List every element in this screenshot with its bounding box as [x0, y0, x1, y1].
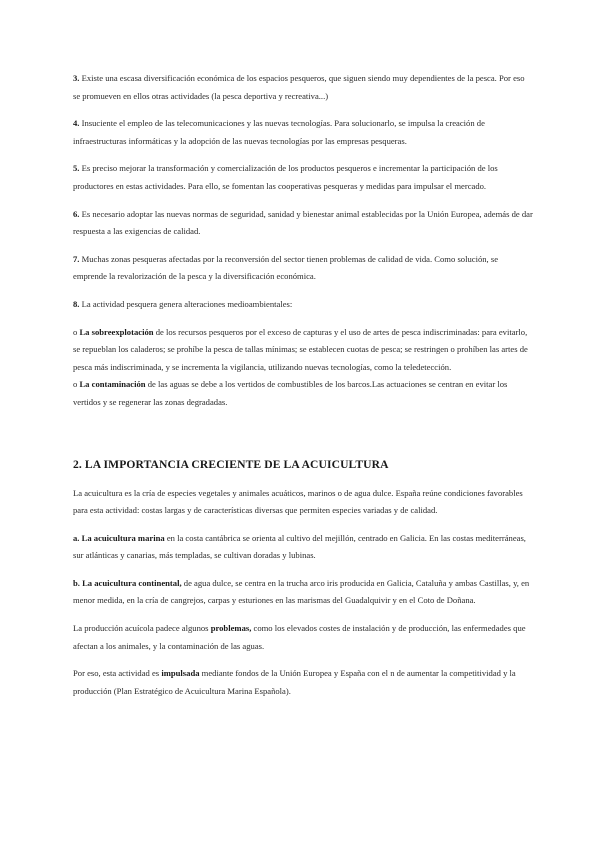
paragraph-text: Por eso, esta actividad es	[73, 668, 162, 679]
paragraph-acuicultura-continental	[73, 575, 533, 610]
paragraph-text: en la costa cantábrica se orienta al cultivo del mejillón, centrado en Galicia. En las costas mediterráneas, sur atlánticas y canarias, más templadas, se cultivan doradas y lubinas.	[73, 532, 526, 561]
item-7	[73, 251, 533, 286]
item-5	[73, 160, 533, 195]
paragraph-text: La producción acuícola padece algunos	[73, 623, 211, 634]
paragraph-problemas	[73, 620, 533, 655]
paragraph-impulsada	[73, 665, 533, 700]
sub-item-sobreexplotacion	[73, 324, 533, 377]
item-3	[73, 70, 533, 105]
item-text: Existe una escasa diversificación económica de los espacios pesqueros, que siguen siendo muy dependientes de la pesca. Por eso se promueven en ellos otras actividades (la pesca deportiva y recreativa...)	[73, 73, 525, 101]
paragraph-text: de agua dulce, se centra en la trucha arco iris producida en Galicia, Cataluña y ambas Castillas, y, en menor medida, en la cría de cangrejos, carpas y esturiones en las marismas del Guadalquivir y en el Coto de Doñana.	[73, 577, 530, 606]
sub-item-contaminacion	[73, 376, 533, 411]
paragraph-emphasis: impulsada	[161, 668, 200, 679]
sub-bullet: o	[73, 326, 80, 337]
section-intro: La acuicultura es la cría de especies vegetales y animales acuáticos, marinos o de agua dulce. España reúne condiciones favorables para esta actividad: costas largas y de características diversas que permiten especies variadas y de calidad.	[73, 487, 523, 516]
item-6	[73, 206, 533, 241]
item-number: 7.	[73, 253, 80, 264]
item-text: Es necesario adoptar las nuevas normas de seguridad, sanidad y bienestar animal establecidas por la Unión Europea, además de dar respuesta a las exigencias de calidad.	[73, 208, 533, 237]
paragraph-text: como los elevados costes de instalación y de producción, las enfermedades que afectan a los animales, y la contaminación de las aguas.	[73, 623, 526, 651]
sub-item-text: de los recursos pesqueros por el exceso de capturas y el uso de artes de pesca indiscriminadas: para evitarlo, se repueblan los caladeros; se prohíbe la pesca de tallas mínimas; se establecen cuotas de pesca; se restringen o prohíben las artes de pesca más indiscriminada, y se incrementa la vigilancia, utilizando nuevas tecnologías, como la teledetección.	[73, 326, 528, 372]
item-number: 5.	[73, 163, 80, 174]
paragraph-heading: a. La acuicultura marina	[73, 532, 165, 543]
item-8	[73, 296, 533, 314]
paragraph-emphasis: problemas,	[210, 623, 252, 634]
sub-bullet: o	[73, 379, 80, 390]
document-page	[73, 70, 533, 700]
sub-item-heading: La contaminación	[79, 379, 146, 390]
item-text: Insuciente el empleo de las telecomunicaciones y las nuevas tecnologías. Para solucionarlo, se impulsa la creación de infraestructuras informáticas y la adopción de las nuevas tecnologías por las empresas pesqueras.	[73, 118, 485, 146]
item-number: 6.	[73, 208, 80, 219]
item-number: 8.	[73, 298, 80, 309]
sub-item-heading: La sobreexplotación	[79, 326, 154, 337]
item-4	[73, 115, 533, 150]
sub-item-text: de las aguas se debe a los vertidos de combustibles de los barcos.Las actuaciones se centran en evitar los vertidos y se regenerar las zonas degradadas.	[73, 379, 508, 407]
section-title: 2. LA IMPORTANCIA CRECIENTE DE LA ACUICULTURA	[73, 457, 389, 471]
item-number: 3.	[73, 73, 80, 83]
item-text: Es preciso mejorar la transformación y comercialización de los productos pesqueros e incrementar la participación de los productores en estas actividades. Para ello, se fomentan las cooperativas pesqueras y medidas para impulsar el mercado.	[73, 163, 498, 191]
paragraph-text: mediante fondos de la Unión Europea y España con el n de aumentar la competitividad y la producción (Plan Estratégico de Acuicultura Marina Española).	[73, 668, 516, 696]
item-text: Muchas zonas pesqueras afectadas por la reconversión del sector tienen problemas de calidad de vida. Como solución, se emprende la revalorización de la pesca y la diversificación económica.	[73, 253, 499, 282]
item-text: La actividad pesquera genera alteraciones medioambientales:	[79, 298, 293, 309]
item-number: 4.	[73, 118, 80, 129]
paragraph-acuicultura-marina	[73, 530, 533, 565]
paragraph-heading: b. La acuicultura continental,	[73, 577, 182, 588]
